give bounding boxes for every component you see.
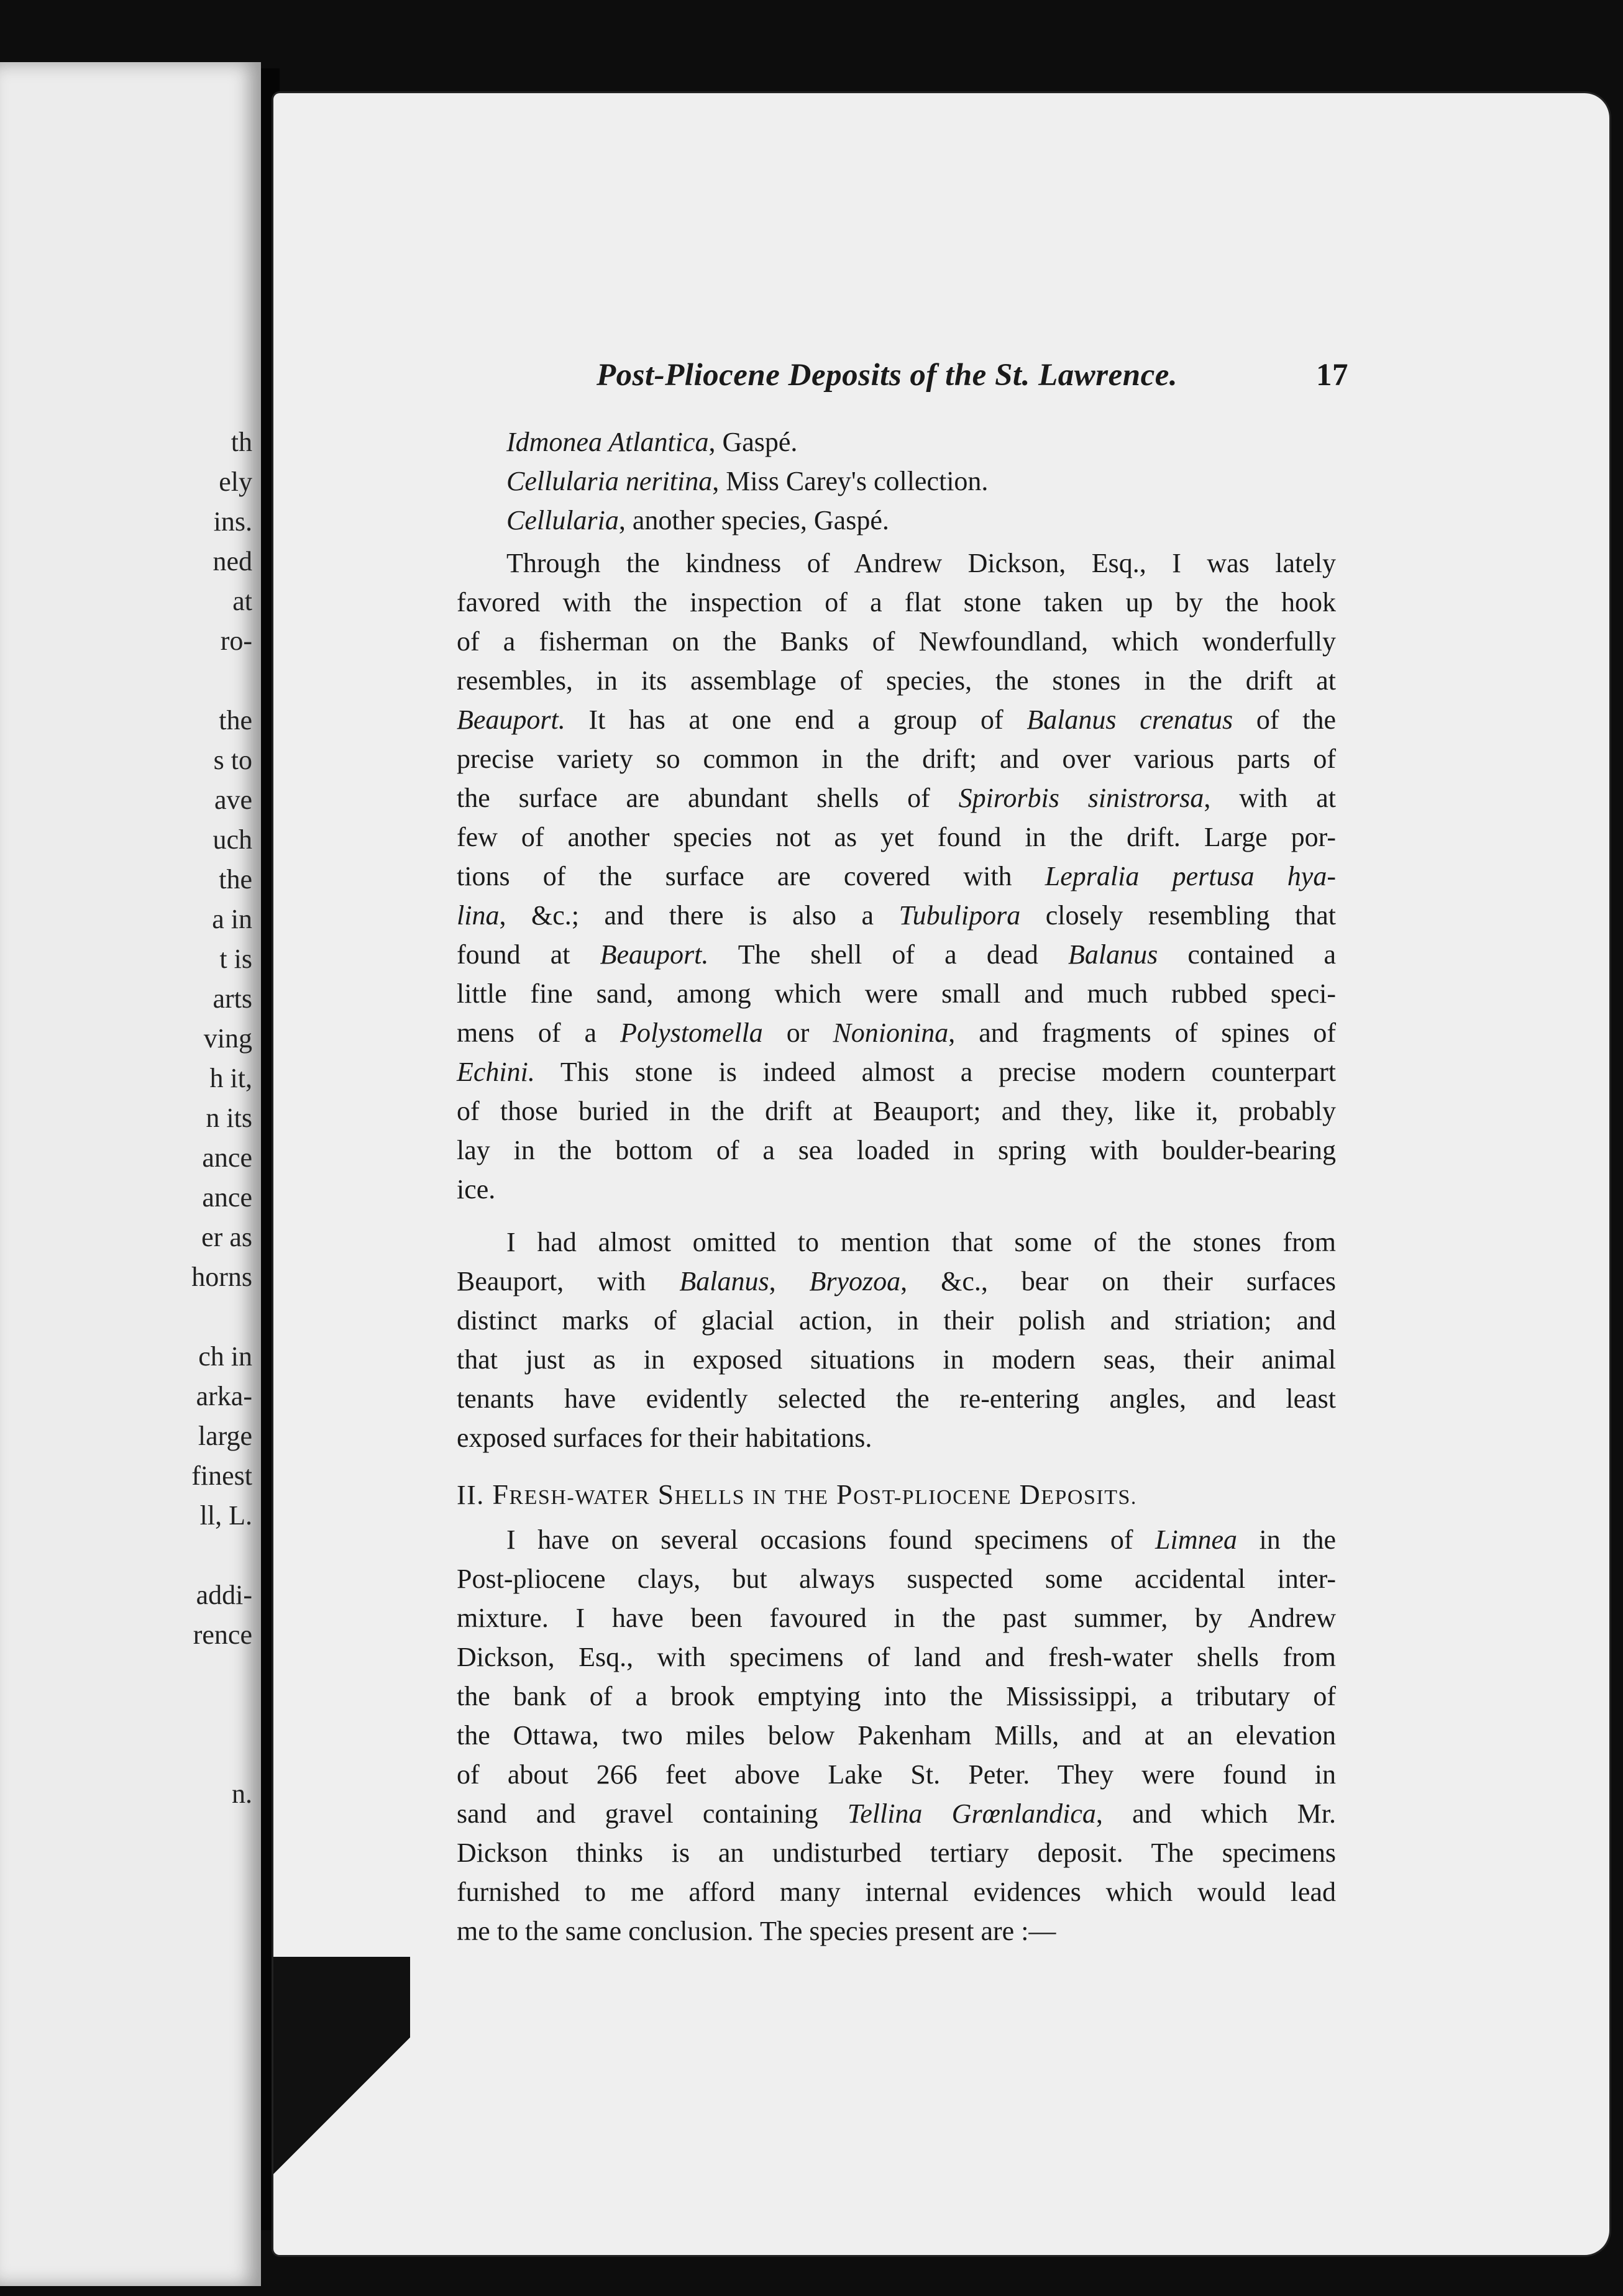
left-page-fragment: h it, <box>209 1063 252 1093</box>
species-name: Tubulipora <box>898 900 1021 931</box>
species-name: Nonionina <box>833 1018 949 1048</box>
left-page-fragment: uch <box>213 824 252 855</box>
species-name: Idmonea Atlantica <box>506 427 709 457</box>
text-line: of a fisherman on the Banks of Newfoundland, which wonderfully <box>457 626 1336 657</box>
text-line: precise variety so common in the drift; and over various parts of <box>457 744 1336 774</box>
section-title-word: IN <box>752 1486 777 1509</box>
left-page-fragment <box>153 1734 252 1774</box>
text-line: exposed surfaces for their habitations. <box>457 1423 872 1453</box>
left-page-fragment: large <box>198 1421 252 1451</box>
species-name: Cellularia <box>506 505 619 535</box>
text-line: ice. <box>457 1174 496 1205</box>
text-line: of about 266 feet above Lake St. Peter. They were found in <box>457 1759 1336 1790</box>
section-title-word: POST-PLIOCENE <box>836 1478 1012 1510</box>
section-title-word: DEPOSITS. <box>1019 1478 1137 1510</box>
left-page-fragment: n its <box>206 1103 252 1133</box>
text-line: mixture. I have been favoured in the past summer, by Andrew <box>457 1603 1336 1633</box>
text-line: favored with the inspection of a flat stone taken up by the hook <box>457 587 1336 617</box>
text-line: Dickson, Esq., with specimens of land and fresh-water shells from <box>457 1642 1336 1672</box>
left-page-fragment: arka- <box>196 1381 252 1411</box>
left-page-fragment <box>153 1655 252 1695</box>
text-line: few of another species not as yet found in the drift. Large por- <box>457 822 1336 852</box>
left-page-fragment: ance <box>202 1182 252 1213</box>
left-page-fragment: er as <box>201 1222 252 1252</box>
left-page-fragment: addi- <box>196 1580 252 1610</box>
text-line: tenants have evidently selected the re-entering angles, and least <box>457 1383 1336 1414</box>
left-page-fragment: horns <box>191 1262 252 1292</box>
left-page-text-fragments <box>153 422 252 1814</box>
species-name: Balanus <box>1068 939 1158 970</box>
page-body <box>457 422 1336 1951</box>
species-name: lina <box>457 900 500 931</box>
running-header-title: Post-Pliocene Deposits of the St. Lawrence. <box>597 358 1178 393</box>
text-line: resembles, in its assemblage of species, the stones in the drift at <box>457 665 1336 696</box>
text-line: distinct marks of glacial action, in their polish and striation; and <box>457 1305 1336 1336</box>
species-name: Cellularia neritina <box>506 466 713 496</box>
text-line: tions of the surface are covered with Lepralia pertusa hya- <box>457 861 1336 891</box>
species-name: Echini. <box>457 1057 535 1087</box>
species-source: , Gaspé. <box>708 427 798 457</box>
text-line: mens of a Polystomella or Nonionina, and fragments of spines of <box>457 1018 1337 1048</box>
left-page-fragment: the <box>219 705 252 736</box>
text-line: sand and gravel containing Tellina Grœnlandica, and which Mr. <box>457 1798 1336 1829</box>
species-name: Beauport. <box>600 939 709 970</box>
text-line: Echini. This stone is indeed almost a precise modern counterpart <box>457 1057 1336 1087</box>
species-source: , another species, Gaspé. <box>618 505 889 535</box>
section-title-word: FRESH-WATER <box>492 1478 651 1510</box>
section-title-word: THE <box>784 1486 829 1509</box>
text-line: Post-pliocene clays, but always suspected some accidental inter- <box>457 1564 1336 1594</box>
left-page <box>0 62 261 2286</box>
text-line: little fine sand, among which were small and much rubbed speci- <box>457 978 1336 1009</box>
left-page-fragment: ance <box>202 1142 252 1173</box>
species-source: , Miss Carey's collection. <box>712 466 989 496</box>
species-name: Polystomella <box>620 1018 763 1048</box>
text-line: of those buried in the drift at Beauport; and they, like it, probably <box>457 1096 1336 1126</box>
text-line: the Ottawa, two miles below Pakenham Mills, and at an elevation <box>457 1720 1336 1751</box>
text-line: I have on several occasions found specimens of Limnea in the <box>506 1524 1336 1555</box>
text-line: lay in the bottom of a sea loaded in spring with boulder-bearing <box>457 1135 1336 1165</box>
section-number: II. <box>457 1480 485 1510</box>
text-line: that just as in exposed situations in modern seas, their animal <box>457 1344 1336 1375</box>
text-line: Dickson thinks is an undisturbed tertiary deposit. The specimens <box>457 1838 1336 1868</box>
left-page-fragment: ro- <box>220 626 252 656</box>
text-line: found at Beauport. The shell of a dead Balanus contained a <box>457 939 1336 970</box>
left-page-fragment: ned <box>213 546 252 576</box>
page-corner-fold <box>273 1957 410 2255</box>
text-line: me to the same conclusion. The species present are :— <box>457 1916 1056 1946</box>
species-list-item <box>457 462 1336 501</box>
text-line: Beauport, with Balanus, Bryozoa, &c., bear on their surfaces <box>457 1266 1337 1296</box>
left-page-fragment: n. <box>232 1779 252 1809</box>
text-line: I had almost omitted to mention that some of the stones from <box>506 1227 1336 1257</box>
left-page-fragment: a in <box>212 904 252 934</box>
species-list <box>457 422 1336 540</box>
text-line: furnished to me afford many internal evidences which would lead <box>457 1877 1336 1907</box>
section-title-word: SHELLS <box>657 1478 745 1510</box>
paragraph-glacial-marks <box>457 1223 1336 1457</box>
left-page-fragment: ll, L. <box>199 1500 252 1531</box>
species-name: Balanus <box>679 1266 769 1296</box>
species-name: Tellina Grœnlandica <box>847 1798 1096 1829</box>
paragraph-stone-description <box>457 544 1336 1209</box>
left-page-fragment: arts <box>213 983 252 1014</box>
left-page-fragment: at <box>232 586 252 616</box>
left-page-fragment: t is <box>219 944 252 974</box>
species-name: Beauport. <box>457 704 565 735</box>
species-list-item <box>457 422 1336 462</box>
paragraph-fresh-water-shells <box>457 1520 1336 1951</box>
text-line: the surface are abundant shells of Spirorbis sinistrorsa, with at <box>457 783 1337 813</box>
text-line: Through the kindness of Andrew Dickson, Esq., I was lately <box>506 548 1336 578</box>
left-page-fragment: ch in <box>198 1341 252 1372</box>
species-name: Bryozoa <box>809 1266 901 1296</box>
text-line: the bank of a brook emptying into the Mississippi, a tributary of <box>457 1681 1336 1711</box>
left-page-fragment: ave <box>214 785 252 815</box>
running-header <box>597 357 1348 401</box>
left-page-fragment <box>153 661 252 701</box>
left-page-fragment <box>153 1536 252 1575</box>
left-page-fragment: s to <box>213 745 252 775</box>
left-page-fragment: the <box>219 864 252 895</box>
species-name: Balanus crenatus <box>1026 704 1233 735</box>
left-page-fragment: rence <box>193 1620 252 1650</box>
left-page-fragment: th <box>231 427 252 457</box>
left-page-fragment: finest <box>191 1460 252 1491</box>
section-heading <box>457 1475 1336 1514</box>
text-line: Beauport. It has at one end a group of Balanus crenatus of the <box>457 704 1336 735</box>
page-number: 17 <box>1316 358 1348 393</box>
left-page-fragment <box>153 1297 252 1337</box>
left-page-fragment: ving <box>203 1023 252 1054</box>
section-title <box>492 1480 1137 1510</box>
left-page-fragment: ely <box>219 467 252 497</box>
species-list-item <box>457 501 1336 540</box>
species-name: Lepralia pertusa hya- <box>1045 861 1336 891</box>
species-name: Spirorbis sinistrorsa <box>958 783 1204 813</box>
left-page-fragment: ins. <box>213 506 252 537</box>
left-page-fragment <box>153 1695 252 1734</box>
text-line: lina, &c.; and there is also a Tubulipora closely resembling that <box>457 900 1336 931</box>
species-name: Limnea <box>1155 1524 1237 1555</box>
